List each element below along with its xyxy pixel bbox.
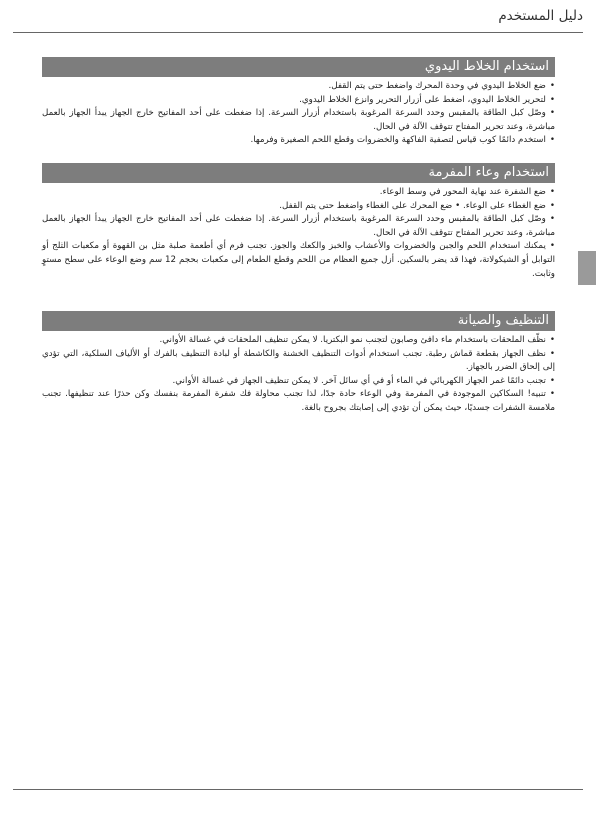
header-divider [13,32,583,33]
list-item [42,186,555,200]
list-item [42,200,555,214]
footer-divider [13,789,583,790]
bullet-icon: • [549,335,555,345]
list-item-text: تنبيه! السكاكين الموجودة في المفرمة وفي الوعاء حادة جدًا، لذا تجنب محاولة فك شفرة المفرمة بنفسك وكن حذرًا عند تنظيفها. تجنب ملامسة الشفرات جسديًا، حيث يمكن أن تؤدي إلى إصابتك بجروح بالغة. [42,389,555,413]
bullet-icon: • [549,81,555,91]
list-item-text: ضع الغطاء على الوعاء. • ضع المحرك على الغطاء واضغط حتى يتم القفل. [279,200,546,211]
list-item-text: تجنب دائمًا غمر الجهاز الكهربائي في الماء أو في أي سائل آخر. لا يمكن تنظيف الجهاز في غسالة الأواني. [172,375,546,386]
bullet-icon: • [549,214,555,225]
bullet-icon: • [549,135,555,146]
list-item [42,240,555,281]
list-item-text: يمكنك استخدام اللحم والجبن والخضروات والأعشاب والخبز والكعك والجوز. تجنب فرم أي أطعمة صلبة مثل بن القهوة أو مكعبات الثلج أو التوابل أو الشيكولاتة، فهذا قد يضر بالسكين. أزل جميع العظام من اللحم وقطع الطعام إلى مكعبات بحجم 12 سم وضع الوعاء على سطح مستوٍ وثابت. [42,241,555,279]
bullet-icon: • [549,389,555,400]
list-item [42,134,555,148]
list-item [42,80,555,94]
section-cleaning [42,311,555,416]
list-item [42,213,555,240]
list-item [42,375,555,389]
bullet-list [42,80,555,148]
section-hand-blender [42,57,555,148]
page-title: دليل المستخدم [498,8,583,24]
list-item [42,94,555,108]
bullet-icon: • [549,94,555,105]
list-item-text: نظف الجهاز بقطعة قماش رطبة. تجنب استخدام أدوات التنظيف الخشنة والكاشطة أو لبادة التنظيف بالفرك أو الألياف السلكية، التي تؤدي إلى إلحاق الضرر بالجهاز. [42,348,555,373]
section-heading: استخدام وعاء المفرمة [42,163,555,183]
list-item [42,107,555,134]
bullet-list [42,186,555,281]
section-heading: استخدام الخلاط اليدوي [42,57,555,77]
list-item [42,348,555,375]
list-item [42,388,555,415]
bullet-icon: • [549,108,555,119]
bullet-list [42,334,555,416]
section-heading: التنظيف والصيانة [42,311,555,331]
list-item-text: ضع الشفرة عند نهاية المحور في وسط الوعاء. [379,187,546,197]
bullet-icon: • [549,241,555,252]
list-item-text: نظّف الملحقات باستخدام ماء دافئ وصابون لتجنب نمو البكتريا. لا يمكن تنظيف الملحقات في غسالة الأواني. [159,335,546,345]
section-chopper-bowl [42,163,555,281]
list-item [42,334,555,348]
list-item-text: لتحرير الخلاط اليدوي، اضغط على أزرار التحرير وانزع الخلاط اليدوي. [299,94,546,105]
list-item-text: وصّل كبل الطاقة بالمقبس وحدد السرعة المرغوبة باستخدام أزرار السرعة. إذا ضغطت على أحد المفاتيح خارج الجهاز يبدأ الجهاز بالعمل مباشرة، وعند تحرير المفتاح تتوقف الآلة في الحال. [42,214,555,238]
bullet-icon: • [549,187,555,197]
bullet-icon: • [549,200,555,211]
list-item-text: وصّل كبل الطاقة بالمقبس وحدد السرعة المرغوبة باستخدام أزرار السرعة. إذا ضغطت على أحد المفاتيح خارج الجهاز يبدأ الجهاز بالعمل مباشرة، وعند تحرير المفتاح تتوقف الآلة في الحال. [42,108,555,132]
list-item-text: استخدم دائمًا كوب قياس لتصفية الفاكهة والخضروات وقطع اللحم الصغيرة وفرمها. [250,135,546,146]
bullet-icon: • [549,375,555,386]
list-item-text: ضع الخلاط اليدوي في وحدة المحرك واضغط حتى يتم القفل. [328,81,546,91]
side-thumb-tab [578,251,596,285]
bullet-icon: • [549,348,555,359]
